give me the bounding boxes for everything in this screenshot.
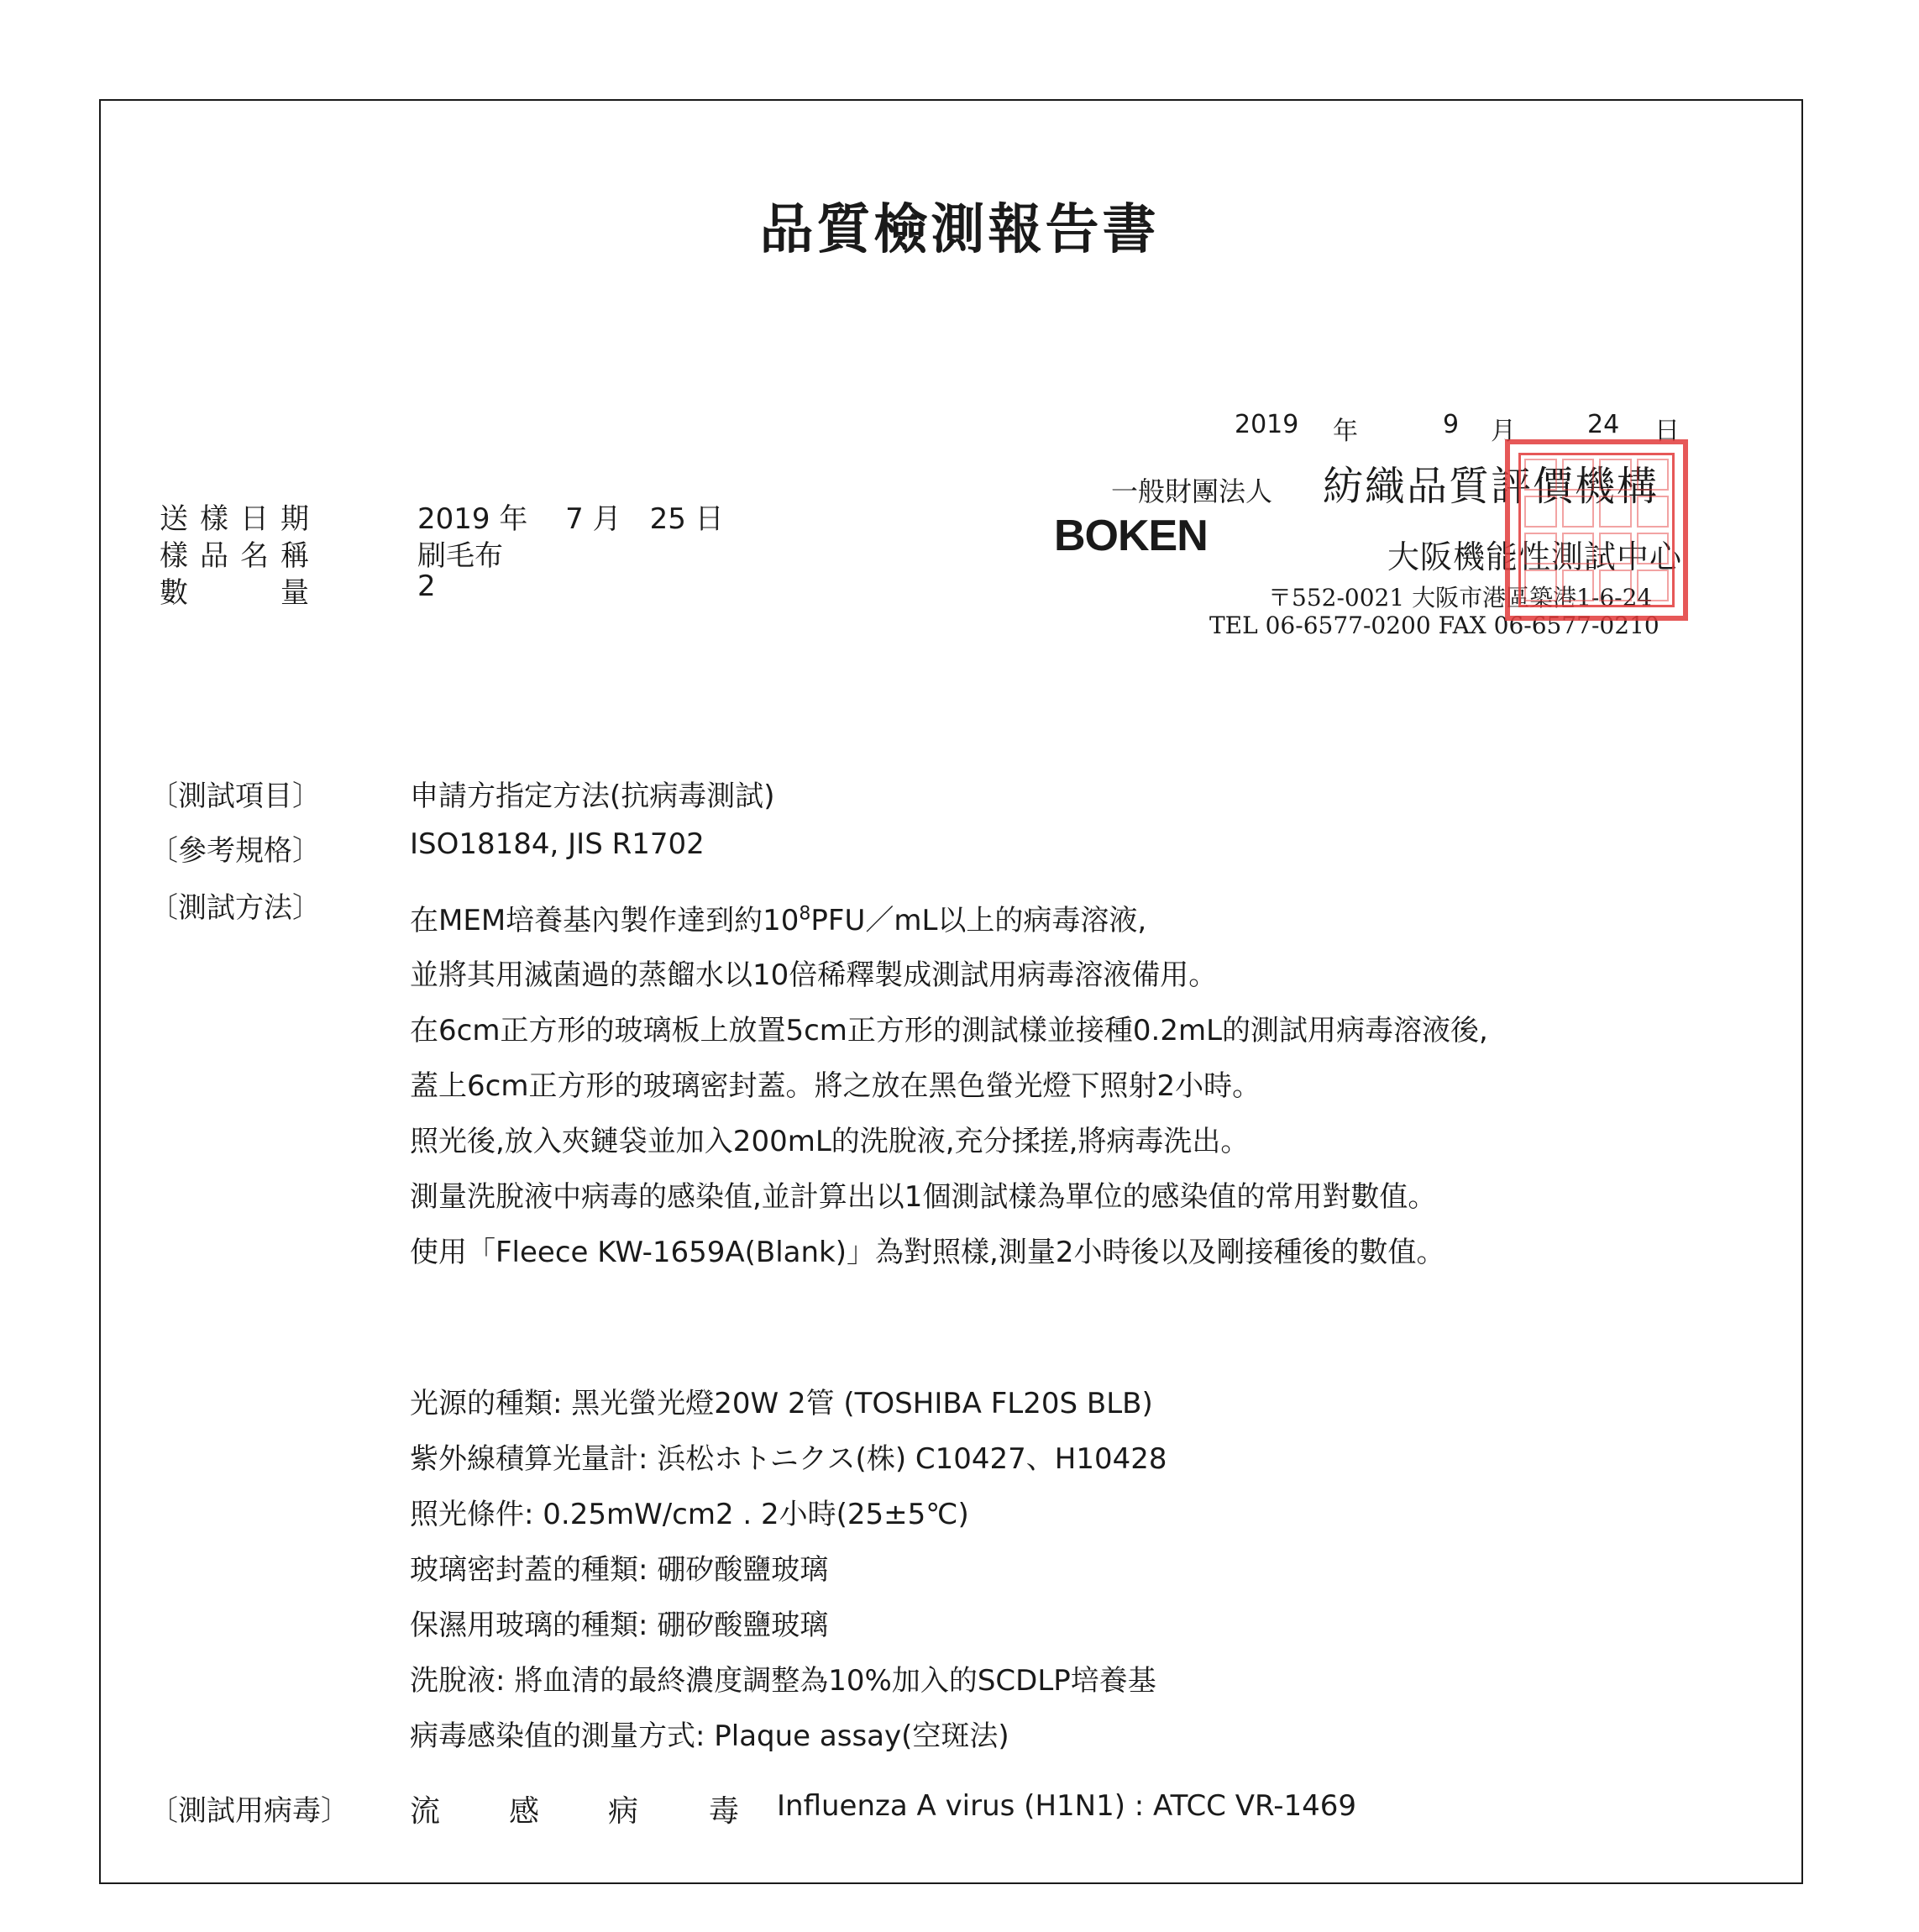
method-label: 〔測試方法〕 xyxy=(149,891,321,925)
method-line-7: 使用「Fleece KW-1659A(Blank)」為對照樣,測量2小時後以及剛接種後的數值。 xyxy=(410,1236,1445,1269)
boken-logo: BOKEN xyxy=(1054,512,1208,560)
virus-char-2: 感 xyxy=(509,1794,540,1829)
method-line-3: 在6cm正方形的玻璃板上放置5cm正方形的測試樣並接種0.2mL的測試用病毒溶液後, xyxy=(410,1014,1488,1047)
method-line-1-pre: 在MEM培養基內製作達到約10 xyxy=(410,904,800,937)
virus-char-4: 毒 xyxy=(709,1794,740,1829)
page-title: 品質檢測報告書 xyxy=(759,199,1160,261)
report-day-unit: 日 xyxy=(1654,417,1680,446)
method-line-6: 測量洗脫液中病毒的感染值,並計算出以1個測試樣為單位的感染值的常用對數值。 xyxy=(410,1180,1437,1214)
virus-char-1: 流 xyxy=(410,1794,441,1829)
test-item-label: 〔測試項目〕 xyxy=(149,780,321,813)
report-month-unit: 月 xyxy=(1491,417,1516,446)
official-seal-stamp xyxy=(1505,439,1688,621)
reference-label: 〔參考規格〕 xyxy=(149,834,321,868)
issuer-name: 紡織品質評價機構 xyxy=(1323,463,1659,510)
condition-cover-glass: 玻璃密封蓋的種類: 硼矽酸鹽玻璃 xyxy=(410,1553,829,1587)
report-day: 24 xyxy=(1587,410,1620,439)
test-item-value: 申請方指定方法(抗病毒測試) xyxy=(410,780,775,813)
condition-eluent: 洗脫液: 將血清的最終濃度調整為10%加入的SCDLP培養基 xyxy=(410,1664,1156,1698)
virus-char-3: 病 xyxy=(608,1794,639,1829)
report-month: 9 xyxy=(1443,410,1460,439)
issuer-center: 大阪機能性測試中心 xyxy=(1387,538,1683,575)
condition-uv-meter: 紫外線積算光量計: 浜松ホトニクス(株) C10427、H10428 xyxy=(410,1442,1167,1476)
method-line-2: 並將其用滅菌過的蒸餾水以10倍稀釋製成測試用病毒溶液備用。 xyxy=(410,958,1218,992)
report-year: 2019 xyxy=(1235,410,1299,439)
virus-label: 〔測試用病毒〕 xyxy=(149,1794,349,1828)
method-line-1-exponent: 8 xyxy=(799,903,811,925)
condition-humidity-glass: 保濕用玻璃的種類: 硼矽酸鹽玻璃 xyxy=(410,1609,829,1642)
reference-value: ISO18184, JIS R1702 xyxy=(410,827,705,861)
report-year-unit: 年 xyxy=(1333,417,1358,446)
quantity-value: 2 xyxy=(417,570,436,603)
virus-name: Influenza A virus (H1N1) : ATCC VR-1469 xyxy=(777,1789,1357,1823)
method-line-1 xyxy=(410,897,1146,938)
sample-name-label: 樣品名稱 xyxy=(160,539,321,573)
issuer-contact: TEL 06-6577-0200 FAX 06-6577-0210 xyxy=(1209,612,1659,639)
method-line-5: 照光後,放入夾鏈袋並加入200mL的洗脫液,充分揉搓,將病毒洗出。 xyxy=(410,1125,1250,1158)
condition-irradiation: 照光條件: 0.25mW/cm2 . 2小時(25±5℃) xyxy=(410,1498,969,1531)
condition-measurement: 病毒感染值的測量方式: Plaque assay(空斑法) xyxy=(410,1719,1009,1753)
condition-light-source: 光源的種類: 黑光螢光燈20W 2管 (TOSHIBA FL20S BLB) xyxy=(410,1387,1153,1420)
method-line-1-post: PFU／mL以上的病毒溶液, xyxy=(810,904,1147,937)
method-line-4: 蓋上6cm正方形的玻璃密封蓋。將之放在黑色螢光燈下照射2小時。 xyxy=(410,1069,1261,1103)
sample-date-value: 2019 年 7 月 25 日 xyxy=(417,502,724,536)
issuer-address: 〒552-0021 大阪市港區築港1-6-24 xyxy=(1268,584,1653,612)
sample-date-label: 送樣日期 xyxy=(160,502,321,536)
issuer-prefix: 一般財團法人 xyxy=(1111,475,1273,507)
quantity-label: 數 量 xyxy=(160,576,321,610)
sample-name-value: 刷毛布 xyxy=(417,539,503,573)
